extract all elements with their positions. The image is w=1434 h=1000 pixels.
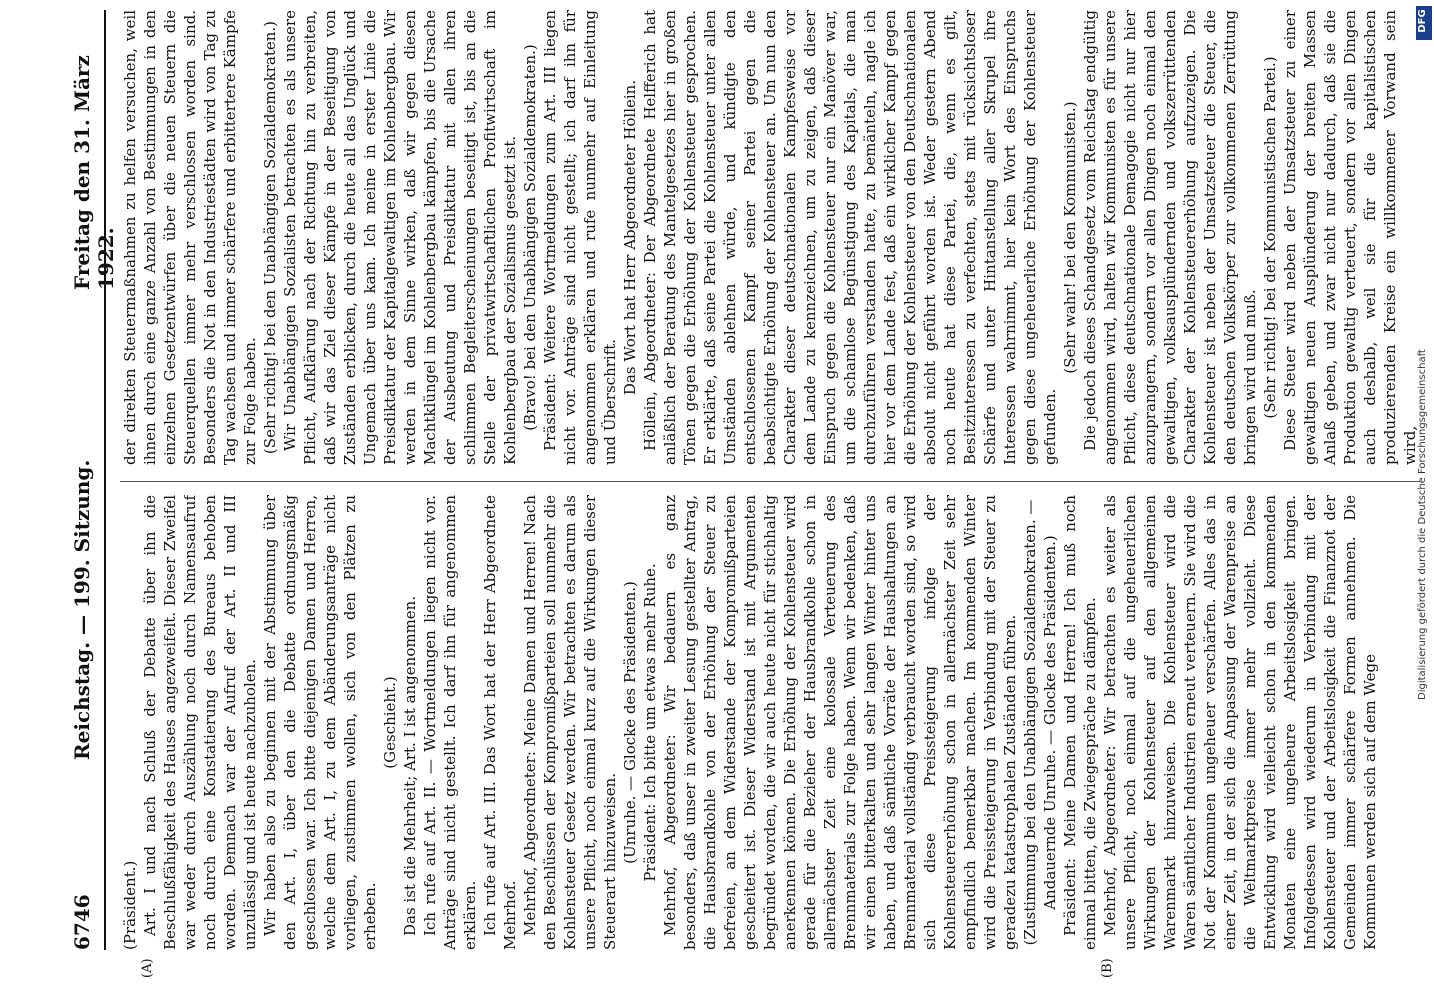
paragraph: der direkten Steuermaßnahmen zu helfen versuchen, weil ihnen durch eine ganze Anzahl von Bestimmungen in den einzelnen Gesetzentwürfen über die neuen Steuern die Steuerquellen immer mehr verschlossen worden sind. Besonders die Not in den Industriestädten wird von Tag zu Tag wachsen und immer schärfere und erbittertere Kämpfe zur Folge haben. <box>121 10 259 465</box>
paragraph: Das ist die Mehrheit; Art. I ist angenommen. <box>401 595 419 936</box>
page-title: Reichstag. — 199. Sitzung. <box>70 459 94 760</box>
credit-text: Digitalisierung gefördert durch die Deutsche Forschungsgemeinschaft <box>1417 349 1428 700</box>
interjection: (Sehr richtig! bei den Unabhängigen Sozialdemokraten.) <box>261 20 279 455</box>
paragraph: Diese Steuer wird neben der Umsatzsteuer zu einer gewaltigen neuen Ausplünderung der breiten Massen Anlaß geben, und zwar nicht nur dadurch, daß sie die Produktion gewaltig verteuert, sondern vor allen Dingen auch deshalb, weil sie für die kapitalistischen produzierenden Kreise ein willkommener Vorwand sein wird, <box>1281 10 1419 465</box>
paragraph: Präsident: Ich bitte um etwas mehr Ruhe. <box>641 563 659 882</box>
interjection: (Sehr wahr! bei den Kommunisten.) <box>1061 101 1079 374</box>
paragraph: Präsident: Meine Damen und Herren! Ich muß noch einmal bitten, die Zwiegespräche zu dämpfen. <box>1061 495 1099 950</box>
paragraph: Ich rufe auf Art. II. — Wortmeldungen liegen nicht vor. Anträge sind nicht gestellt. Ich darf ihn für angenommen erklären. <box>421 495 479 950</box>
paragraph: Mehrhof, Abgeordneter: Meine Damen und Herren! Nach den Beschlüssen der Kompromißparteien soll nunmehr die Kohlensteuer Gesetz werden. Wir betrachten es darum als unsere Pflicht, noch einmal kurz auf die Wirkungen dieser Steuerart hinzuweisen. <box>521 495 619 950</box>
paragraph: Das Wort hat Herr Abgeordneter Höllein. <box>621 79 639 396</box>
interjection: (Geschieht.) <box>381 676 399 769</box>
column-divider <box>120 481 1420 482</box>
left-column <box>120 495 1420 950</box>
paragraph: Präsident: Weitere Wortmeldungen zum Art. III liegen nicht vor. Anträge sind nicht gestellt; ich darf ihn für angenommen erklären und rufe nunmehr auf Einleitung und Überschrift. <box>541 10 619 465</box>
interjection: (Bravo! bei den Unabhängigen Sozialdemokraten.) <box>521 44 539 431</box>
dfg-logo-text: DFG <box>1417 9 1428 33</box>
margin-marker-a: (A) <box>140 958 155 978</box>
digitization-credit <box>1414 0 1434 1000</box>
interjection: (Sehr richtig! bei der Kommunistischen Partei.) <box>1261 56 1279 419</box>
rotated-page <box>60 10 1430 978</box>
right-column <box>120 10 1420 465</box>
page-date: Freitag den 31. März 1922. <box>70 55 118 290</box>
dfg-logo <box>1416 6 1432 40</box>
paragraph: Ich rufe auf Art. III. Das Wort hat der Herr Abgeordnete Mehrhof. <box>481 495 519 950</box>
paragraph: Art. I und nach Schluß der Debatte über ihn die Beschlußfähigkeit des Hauses angezweifelt. Dieser Zweifel war weder durch Auszählung noch durch Namensaufruf noch durch eine Konstatierung des Bureaus behoben worden. Demnach war der Aufruf der Art. II und III unzulässig und ist heute nachzuholen. <box>141 495 259 950</box>
page-header <box>60 10 118 950</box>
paragraph: Wir Unabhängigen Sozialisten betrachten es als unsere Pflicht, Aufklärung nach der Richtung hin zu verbreiten, daß wir das Ziel dieser Kämpfe in der Beseitigung von Zuständen erblicken, durch die heute all das Unglück und Ungemach über uns kam. Ich meine in erster Linie die Preisdiktatur der Kapitalgewaltigen im Kohlenbergbau. Wir werden in dem Sinne wirken, daß wir gegen diesen Machtklüngel im Kohlenbergbau kämpfen, bis die Ursache der Ausbeutung und Preisdiktatur mit allen ihren schlimmen Begleiterscheinungen beseitigt ist, bis an die Stelle der privatwirtschaftlichen Profitwirtschaft im Kohlenbergbau der Sozialismus gesetzt ist. <box>281 10 519 465</box>
margin-marker-b: (B) <box>1100 958 1115 978</box>
paragraph: Mehrhof, Abgeordneter: Wir bedauern es ganz besonders, daß unser in zweiter Lesung gestellter Antrag, die Hausbrandkohle von der Erhöhung der Steuer zu befreien, an dem Widerstande der Kompromißparteien gescheitert ist. Dieser Widerstand ist mit Argumenten begründet worden, die wir auch heute nicht für stichhaltig anerkennen können. Die Erhöhung der Kohlensteuer wird gerade für die Bezieher der Hausbrandkohle schon in allernächster Zeit eine kolossale Verteuerung des Brennmaterials zur Folge haben. Wenn wir bedenken, daß wir einen bitterkalten und sehr langen Winter hinter uns haben, und daß sämtliche Vorräte der Haushaltungen an Brennmaterial vollständig verbraucht worden sind, so wird sich diese Preissteigerung infolge der Kohlensteuererhöhung schon in allernächster Zeit sehr empfindlich bemerkbar machen. Im kommenden Winter wird die Preissteigerung in Verbindung mit der Steuer zu geradezu katastrophalen Zuständen führen. <box>661 495 1019 950</box>
interjection: (Zustimmung bei den Unabhängigen Sozialdemokraten. — Andauernde Unruhe. — Glocke des Präsidenten.) <box>1021 499 1059 946</box>
paragraph: Höllein, Abgeordneter: Der Abgeordnete Helfferich hat anläßlich der Beratung des Mantelgesetzes hier in großen Tönen gegen die Erhöhung der Kohlensteuer gesprochen. Er erklärte, daß seine Partei die Kohlensteuer unter allen Umständen ablehnen würde, und kündigte den entschlossenen Kampf seiner Partei gegen die beabsichtigte Erhöhung der Kohlensteuer an. Um nun den Charakter dieser deutschnationalen Kampfesweise vor dem Lande zu kennzeichnen, um zu zeigen, daß dieser Einspruch gegen die Kohlensteuer nur ein Manöver war, um die schamlose Begünstigung des Kapitals, die man durchzuführen verstanden hatte, zu bemänteln, nagle ich hier vor dem Lande fest, daß ein wirklicher Kampf gegen die Erhöhung der Kohlensteuer von den Deutschnationalen absolut nicht geführt worden ist. Weder gestern Abend noch heute hat diese Partei, die, wenn es gilt, Besitzinteressen zu verfechten, stets mit rücksichtsloser Schärfe und unter Hintanstellung aller Skrupel ihre Interessen wahrnimmt, hier kein Wort des Einspruchs gegen diese ungeheuerliche Erhöhung der Kohlensteuer gefunden. <box>641 10 1059 465</box>
paragraph: (Präsident.) <box>121 860 139 950</box>
paragraph: Die jedoch dieses Schandgesetz vom Reichstag endgültig angenommen wird, halten wir Kommunisten es für unsere Pflicht, diese deutschnationale Demagogie nicht nur hier anzuprangern, sondern vor allen Dingen noch einmal den gewaltigen, volksausplündernden und volkszerrüttenden Charakter der Kohlensteuererhöhung aufzuzeigen. Die Kohlensteuer ist neben der Umsatzsteuer die Steuer, die den deutschen Volkskörper zur vollkommenen Zerrüttung bringen wird und muß. <box>1081 10 1259 465</box>
interjection: (Unruhe. — Glocke des Präsidenten.) <box>621 581 639 864</box>
paragraph: Mehrhof, Abgeordneter: Wir betrachten es weiter als unsere Pflicht, noch einmal auf die ungeheuerlichen Wirkungen der Kohlensteuer auf den allgemeinen Warenmarkt hinzuweisen. Die Kohlensteuer wird die Waren sämtlicher Industrien erneut verteuern. Sie wird die Not der Kommunen ungeheuer verschärfen. Alles das in einer Zeit, in der sich die Anpassung der Warenpreise an die Weltmarktpreise immer mehr vollzieht. Diese Entwicklung wird vielleicht schon in den kommenden Monaten eine ungeheure Arbeitslosigkeit bringen. Infolgedessen wird wiederum in Verbindung mit der Kohlensteuer und der Arbeitslosigkeit die Finanznot der Gemeinden immer schärfere Formen annehmen. Die Kommunen werden sich auf dem Wege <box>1101 495 1379 950</box>
page-number: 6746 <box>70 894 94 950</box>
paragraph: Wir haben also zu beginnen mit der Abstimmung über den Art. I, über den die Debatte ordnungsmäßig geschlossen war. Ich bitte diejenigen Damen und Herren, welche dem Art. I, zu dem Abänderungsanträge nicht vorliegen, zustimmen wollen, sich von den Plätzen zu erheben. <box>261 495 379 950</box>
